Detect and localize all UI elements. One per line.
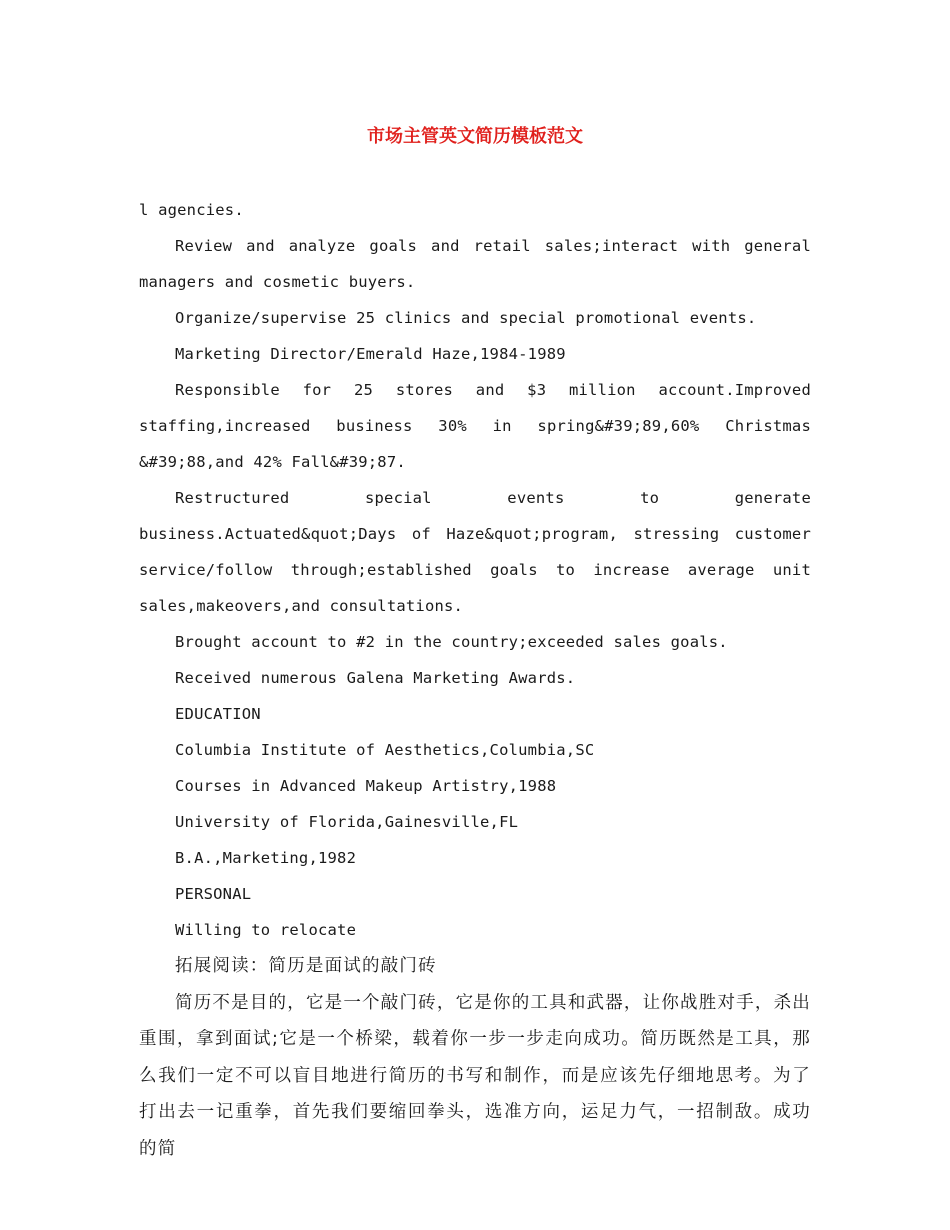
paragraph-organize-clinics: Organize/supervise 25 clinics and special promotional events.	[175, 309, 757, 327]
paragraph-extended-reading-heading: 拓展阅读：简历是面试的敲门砖	[175, 956, 437, 976]
section-heading-education: EDUCATION	[175, 705, 261, 723]
paragraph-review-sales: Review and analyze goals and retail sales;interact with general managers and cosmetic buyers.	[139, 237, 811, 291]
paragraph-resume-essay: 简历不是目的，它是一个敲门砖，它是你的工具和武器，让你战胜对手，杀出重围，拿到面试;它是一个桥梁，载着你一步一步走向成功。简历既然是工具，那么我们一定不可以盲目地进行简历的书写和制作，而是应该先仔细地思考。为了打出去一记重拳，首先我们要缩回拳头，选准方向，运足力气，一招制敌。成功的简	[139, 992, 811, 1159]
paragraph-columbia-institute: Columbia Institute of Aesthetics,Columbia,SC	[175, 741, 595, 759]
paragraph-marketing-director: Marketing Director/Emerald Haze,1984-1989	[175, 345, 566, 363]
paragraph-degree: B.A.,Marketing,1982	[175, 849, 357, 867]
paragraph-relocate: Willing to relocate	[175, 921, 357, 939]
paragraph-brought-account: Brought account to #2 in the country;exceeded sales goals.	[175, 633, 728, 651]
section-heading-personal: PERSONAL	[175, 885, 252, 903]
document-body	[139, 192, 811, 1167]
paragraph-agencies: l agencies.	[139, 201, 244, 219]
paragraph-university-florida: University of Florida,Gainesville,FL	[175, 813, 519, 831]
paragraph-awards: Received numerous Galena Marketing Awards.	[175, 669, 576, 687]
paragraph-makeup-courses: Courses in Advanced Makeup Artistry,1988	[175, 777, 557, 795]
document-title: 市场主管英文简历模板范文	[367, 126, 583, 147]
paragraph-restructured-events: Restructured special events to generate business.Actuated&quot;Days of Haze&quot;program, stressing customer service/follow through;established goals to increase average unit sales,makeovers,and consultations.	[139, 489, 811, 615]
paragraph-responsible-stores: Responsible for 25 stores and $3 million account.Improved staffing,increased business 30% in spring&#39;89,60% Christmas &#39;88,and 42% Fall&#39;87.	[139, 381, 811, 471]
